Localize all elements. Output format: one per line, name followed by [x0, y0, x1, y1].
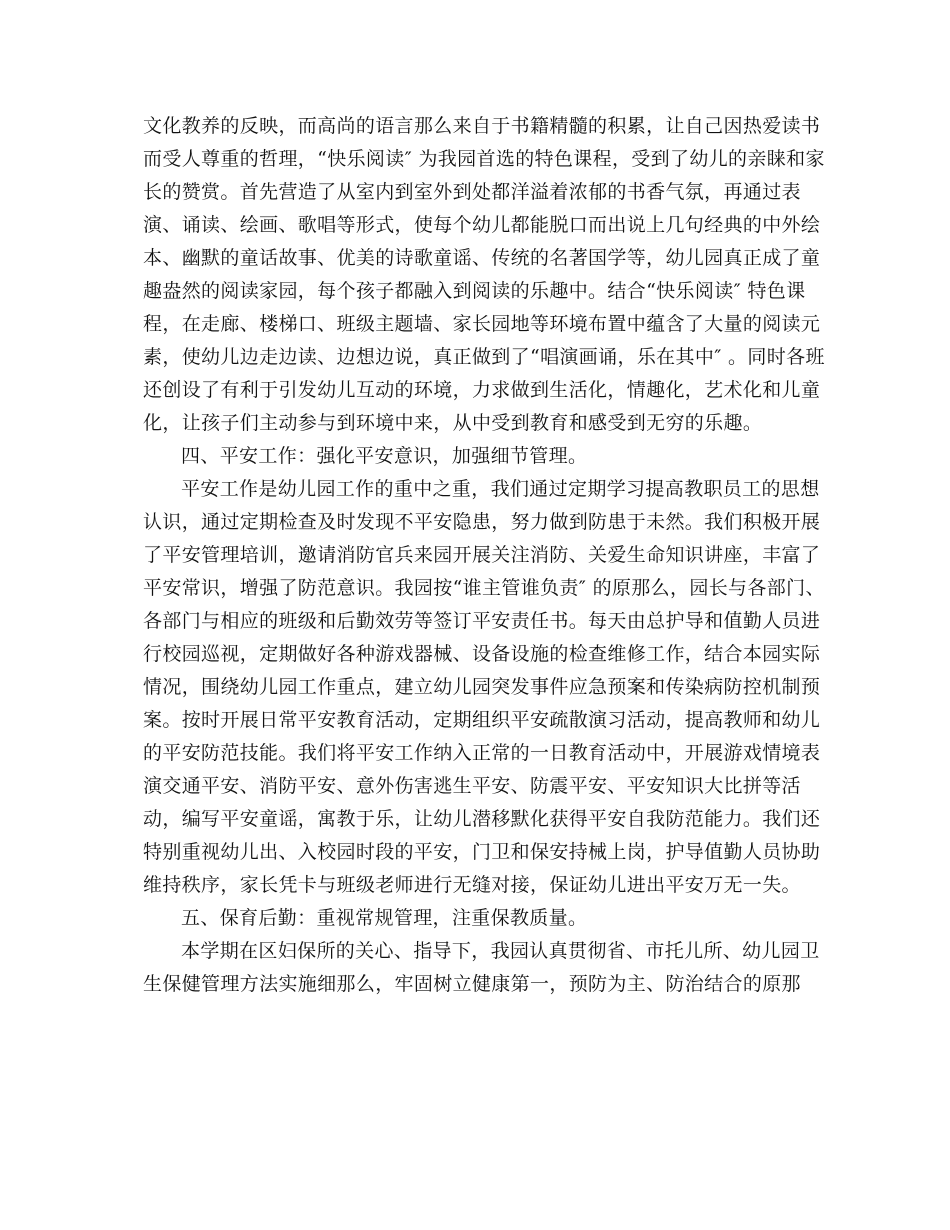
- text-line: 了平安管理培训，邀请消防官兵来园开展关注消防、关爱生命知识讲座，丰富了: [143, 544, 821, 566]
- text-line: 程，在走廊、楼梯口、班级主题墙、家长园地等环境布置中蕴含了大量的阅读元: [143, 313, 821, 335]
- text-line: 演交通平安、消防平安、意外伤害逃生平安、防震平安、平安知识大比拼等活: [143, 775, 801, 797]
- text-line: 文化教养的反映，而高尚的语言那么来自于书籍精髓的积累，让自己因热爱读书: [143, 115, 821, 137]
- section-heading: 四、平安工作：强化平安意识，加强细节管理。: [181, 445, 588, 467]
- text-line: 素，使幼儿边走边读、边想边说，真正做到了“唱演画诵，乐在其中″ 。同时各班: [143, 346, 825, 368]
- document-body: [143, 110, 825, 1001]
- text-line: 趣盎然的阅读家园，每个孩子都融入到阅读的乐趣中。结合“快乐阅读″ 特色课: [143, 280, 806, 302]
- text-line: 而受人尊重的哲理，“快乐阅读″ 为我园首选的特色课程，受到了幼儿的亲睐和家: [143, 148, 825, 170]
- text-line: 情况，围绕幼儿园工作重点，建立幼儿园突发事件应急预案和传染病防控机制预: [143, 676, 821, 698]
- text-line: 生保健管理方法实施细那么，牢固树立健康第一，预防为主、防治结合的原那: [143, 973, 801, 995]
- text-line: 各部门与相应的班级和后勤效劳等签订平安责任书。每天由总护导和值勤人员进: [143, 610, 821, 632]
- text-line: 还创设了有利于引发幼儿互动的环境，力求做到生活化，情趣化，艺术化和儿童: [143, 379, 821, 401]
- section-heading: 五、保育后勤：重视常规管理，注重保教质量。: [181, 907, 588, 929]
- text-line: 演、诵读、绘画、歌唱等形式，使每个幼儿都能脱口而出说上几句经典的中外绘: [143, 214, 821, 236]
- text-line: 行校园巡视，定期做好各种游戏器械、设备设施的检查维修工作，结合本园实际: [143, 643, 821, 665]
- text-line: 平安工作是幼儿园工作的重中之重，我们通过定期学习提高教职员工的思想: [181, 478, 820, 500]
- text-line: 平安常识，增强了防范意识。我园按“谁主管谁负责″ 的原那么，园长与各部门、: [143, 577, 825, 599]
- text-line: 认识，通过定期检查及时发现不平安隐患，努力做到防患于未然。我们积极开展: [143, 511, 821, 533]
- text-line: 长的赞赏。首先营造了从室内到室外到处都洋溢着浓郁的书香气氛，再通过表: [143, 181, 801, 203]
- text-line: 动，编写平安童谣，寓教于乐，让幼儿潜移默化获得平安自我防范能力。我们还: [143, 808, 821, 830]
- text-line: 特别重视幼儿出、入校园时段的平安，门卫和保安持械上岗，护导值勤人员协助: [143, 841, 821, 863]
- text-line: 案。按时开展日常平安教育活动，定期组织平安疏散演习活动，提高教师和幼儿: [143, 709, 821, 731]
- text-line: 维持秩序，家长凭卡与班级老师进行无缝对接，保证幼儿进出平安万无一失。: [143, 874, 801, 896]
- text-line: 本、幽默的童话故事、优美的诗歌童谣、传统的名著国学等，幼儿园真正成了童: [143, 247, 821, 269]
- text-line: 本学期在区妇保所的关心、指导下，我园认真贯彻省、市托儿所、幼儿园卫: [181, 940, 820, 962]
- text-line: 的平安防范技能。我们将平安工作纳入正常的一日教育活动中，开展游戏情境表: [143, 742, 821, 764]
- text-line: 化，让孩子们主动参与到环境中来，从中受到教育和感受到无穷的乐趣。: [143, 412, 763, 434]
